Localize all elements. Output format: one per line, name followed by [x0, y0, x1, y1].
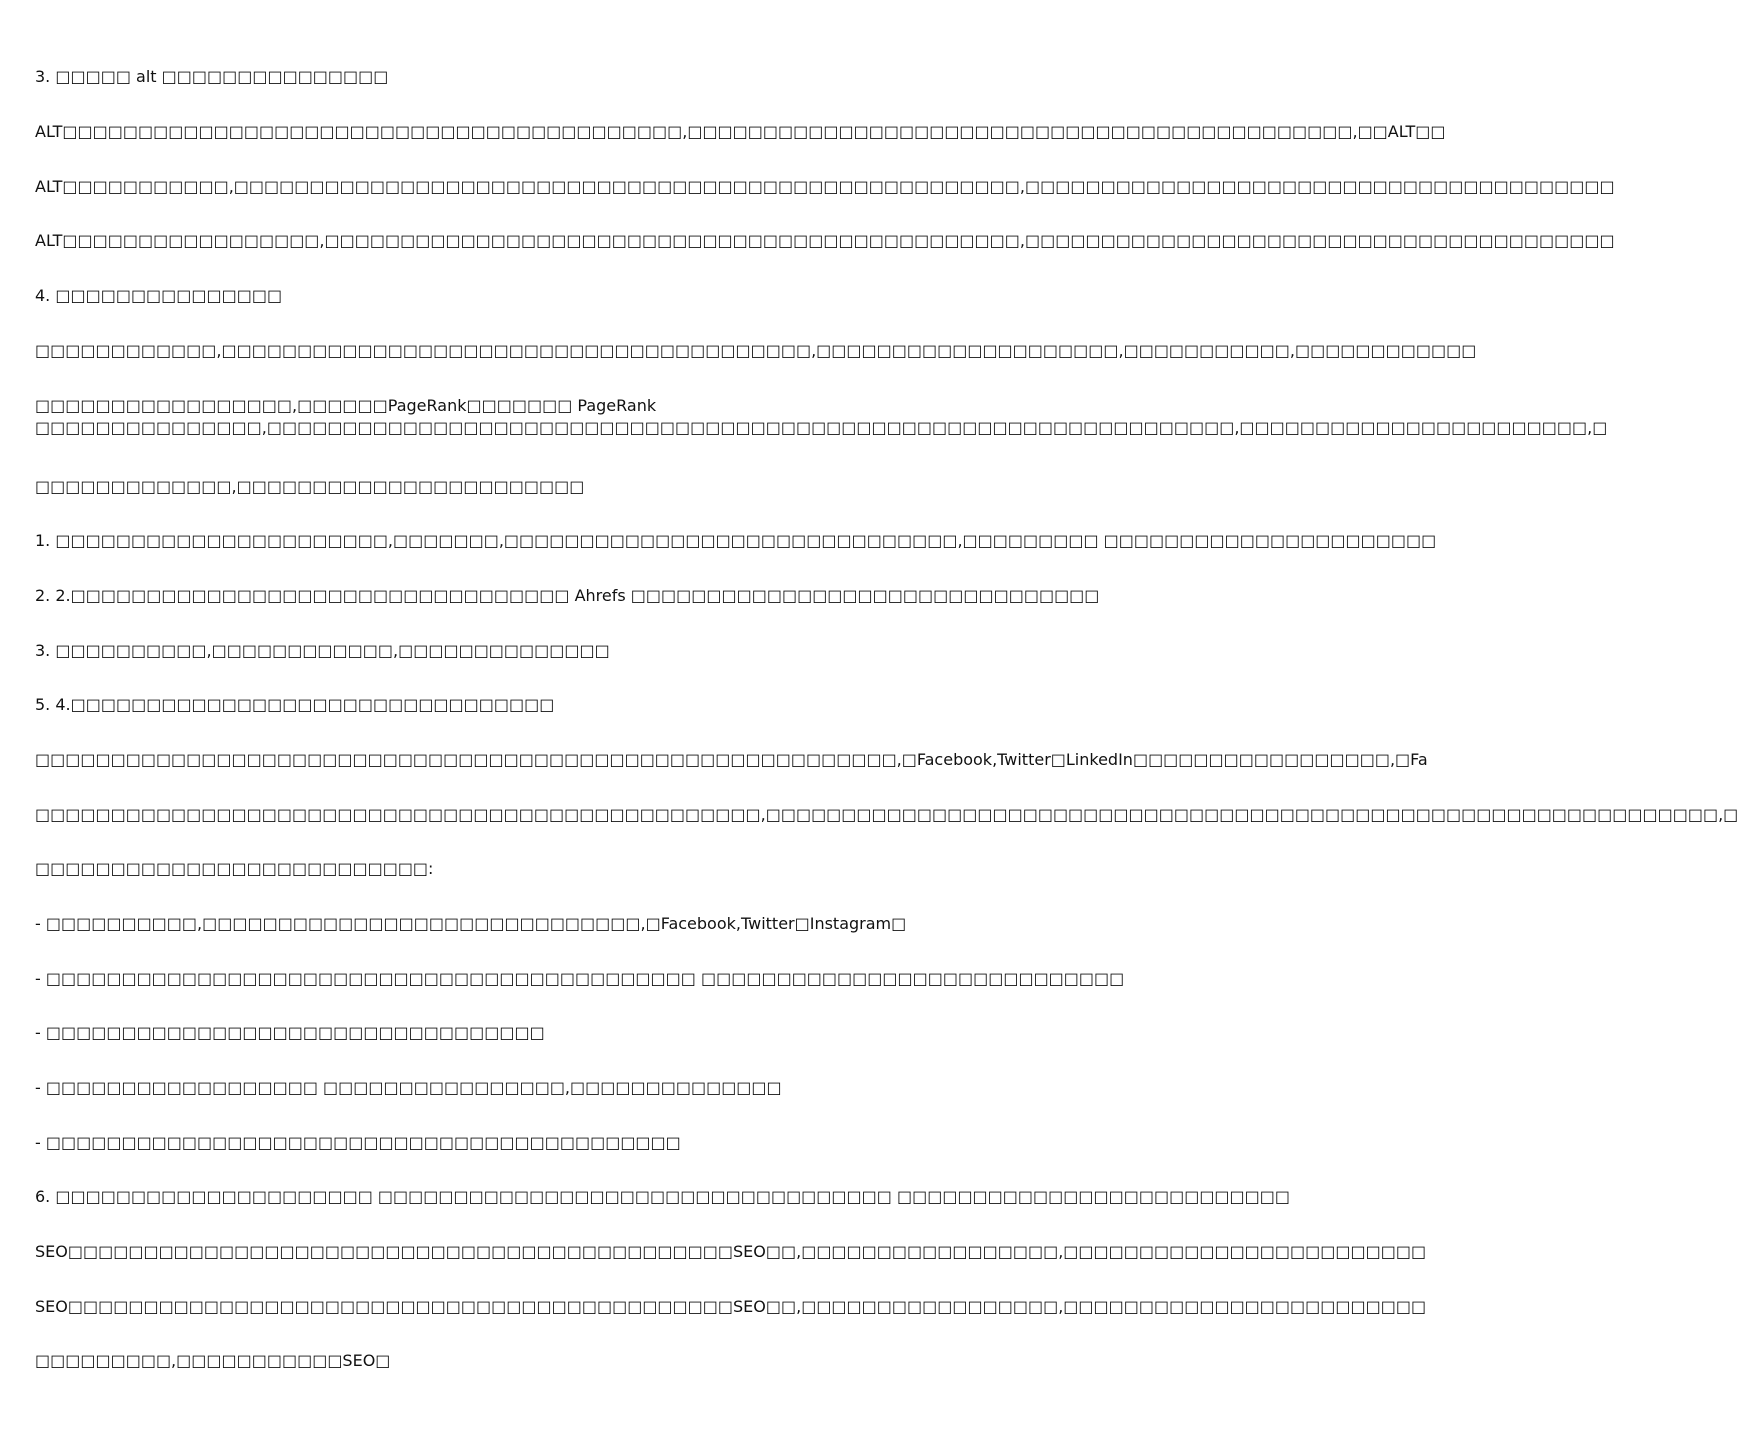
section-heading-5: 5. 4.□□□□□□□□□□□□□□□□□□□□□□□□□□□□□□□□ — [35, 695, 555, 714]
list-item-1: 1. □□□□□□□□□□□□□□□□□□□□□□,□□□□□□□,□□□□□□□□□□□□□□□□□□□□□□□□□□□□□□,□□□□□□□□□ □□□□□□□□□□□□□□□□□□□□□□ — [35, 531, 1437, 550]
list-item-3: 3. □□□□□□□□□□,□□□□□□□□□□□□,□□□□□□□□□□□□□□ — [35, 641, 610, 660]
paragraph-line: □□□□□□□□□□□□□□□□□□□□□□□□□□□□□□□□□□□□□□□□□□□□□□□□,□□□□□□□□□□□□□□□□□□□□□□□□□□□□□□□□□□□□□□□□□□□□□□□□□□□□□□□□□□□□□□□,□ — [35, 805, 1738, 824]
paragraph-line: □□□□□□□□□□□□□□□□□□□□□□□□□□□□□□□□□□□□□□□□□□□□□□□□□□□□□□□□□,□Facebook,Twitter□LinkedIn□□□□□□□□□□□□□□□□□,□Fa — [35, 750, 1428, 769]
paragraph-line: ALT□□□□□□□□□□□,□□□□□□□□□□□□□□□□□□□□□□□□□□□□□□□□□□□□□□□□□□□□□□□□□□□□,□□□□□□□□□□□□□□□□□□□□□□□□□□□□□□□□□□□□□□□ — [35, 177, 1615, 196]
paragraph-line: SEO□□□□□□□□□□□□□□□□□□□□□□□□□□□□□□□□□□□□□□□□□□□□SEO□□,□□□□□□□□□□□□□□□□□,□□□□□□□□□□□□□□□□□□□□□□□□ — [35, 1242, 1427, 1261]
bullet-item: - □□□□□□□□□□□□□□□□□□□□□□□□□□□□□□□□□□□□□□□□□□□ □□□□□□□□□□□□□□□□□□□□□□□□□□□□ — [35, 969, 1125, 988]
paragraph-line: □□□□□□□□□□□□□,□□□□□□□□□□□□□□□□□□□□□□□ — [35, 477, 585, 496]
paragraph-line: ALT□□□□□□□□□□□□□□□□□,□□□□□□□□□□□□□□□□□□□□□□□□□□□□□□□□□□□□□□□□□□□□□□,□□□□□□□□□□□□□□□□□□□□□□□□□□□□□□□□□□□□□□□ — [35, 231, 1615, 250]
section-heading-6: 6. □□□□□□□□□□□□□□□□□□□□□ □□□□□□□□□□□□□□□□□□□□□□□□□□□□□□□□□□ □□□□□□□□□□□□□□□□□□□□□□□□□□ — [35, 1187, 1291, 1206]
paragraph-line: □□□□□□□□□□□□□□□□□□□□□□□□□□: — [35, 859, 434, 878]
paragraph-line: ALT□□□□□□□□□□□□□□□□□□□□□□□□□□□□□□□□□□□□□□□□□,□□□□□□□□□□□□□□□□□□□□□□□□□□□□□□□□□□□□□□□□□□□□,□□ALT□□ — [35, 122, 1446, 141]
paragraph-line: □□□□□□□□□□□□,□□□□□□□□□□□□□□□□□□□□□□□□□□□□□□□□□□□□□□□,□□□□□□□□□□□□□□□□□□□□,□□□□□□□□□□□,□□□□□□□□□□□□ — [35, 341, 1477, 360]
bullet-item: - □□□□□□□□□□□□□□□□□□□□□□□□□□□□□□□□□□□□□□□□□□ — [35, 1133, 681, 1152]
paragraph-line: SEO□□□□□□□□□□□□□□□□□□□□□□□□□□□□□□□□□□□□□□□□□□□□SEO□□,□□□□□□□□□□□□□□□□□,□□□□□□□□□□□□□□□□□□□□□□□□ — [35, 1297, 1427, 1316]
paragraph-pagerank: □□□□□□□□□□□□□□□□□,□□□□□□PageRank□□□□□□□ PageRank □□□□□□□□□□□□□□□,□□□□□□□□□□□□□□□□□□□□□□□□□□□□□□□□□□□□□□□□□□□□□□□□□□□□□□□□□□□□□□□□,□□□□□□□□□□□□□□□□□□□□□□□,□ — [35, 396, 1608, 437]
section-heading-4: 4. □□□□□□□□□□□□□□□ — [35, 286, 283, 305]
bullet-item: - □□□□□□□□□□,□□□□□□□□□□□□□□□□□□□□□□□□□□□□□,□Facebook,Twitter□Instagram□ — [35, 914, 907, 933]
list-item-2: 2. 2.□□□□□□□□□□□□□□□□□□□□□□□□□□□□□□□□□ Ahrefs □□□□□□□□□□□□□□□□□□□□□□□□□□□□□□□ — [35, 586, 1100, 605]
section-heading-3: 3. □□□□□ alt □□□□□□□□□□□□□□□ — [35, 67, 389, 86]
bullet-item: - □□□□□□□□□□□□□□□□□□□□□□□□□□□□□□□□□ — [35, 1023, 545, 1042]
bullet-item: - □□□□□□□□□□□□□□□□□□ □□□□□□□□□□□□□□□□,□□□□□□□□□□□□□□ — [35, 1078, 782, 1097]
paragraph-line: □□□□□□□□□,□□□□□□□□□□□SEO□ — [35, 1351, 391, 1370]
